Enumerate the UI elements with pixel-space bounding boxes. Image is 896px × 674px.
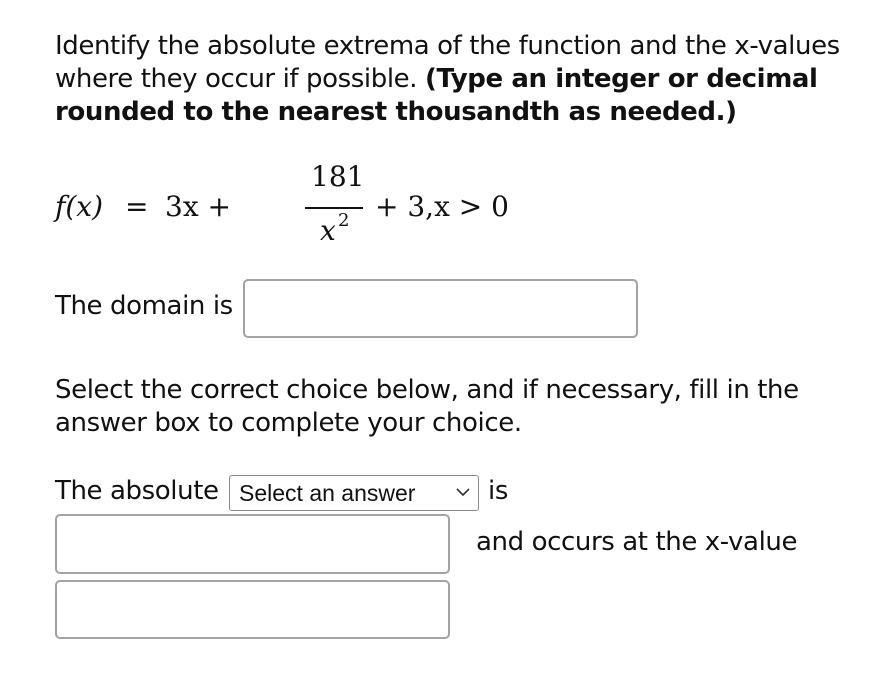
select-value: Select an answer	[239, 480, 416, 506]
question-text	[55, 30, 885, 129]
choice-suffix: is	[488, 476, 508, 506]
question-regular: Identify the absolute extrema of the function and the x-values where they occur if possible.	[55, 31, 840, 94]
formula-denominator-base: x	[320, 214, 336, 247]
extrema-type-select[interactable]	[229, 475, 479, 511]
choice-prefix: The absolute	[55, 476, 219, 506]
domain-input[interactable]	[243, 279, 638, 338]
chevron-down-icon	[456, 487, 470, 497]
formula-term1: 3x +	[165, 190, 231, 223]
formula-equals: =	[125, 190, 149, 223]
formula-denominator-exp: 2	[338, 210, 350, 231]
x-value-input[interactable]	[55, 580, 450, 639]
instructions-text: Select the correct choice below, and if necessary, fill in the answer box to complete your choice.	[55, 375, 799, 438]
formula-numerator: 181	[311, 160, 365, 193]
occurs-label: and occurs at the x-value	[476, 527, 798, 557]
question-bold: (Type an integer or decimal rounded to the nearest thousandth as needed.)	[55, 64, 818, 127]
fraction-bar	[305, 207, 363, 209]
formula-lhs: f(x)	[55, 190, 104, 223]
extrema-value-input[interactable]	[55, 514, 450, 574]
function-formula	[55, 160, 535, 250]
formula-tail: + 3,x > 0	[375, 190, 509, 223]
domain-label: The domain is	[55, 291, 233, 321]
